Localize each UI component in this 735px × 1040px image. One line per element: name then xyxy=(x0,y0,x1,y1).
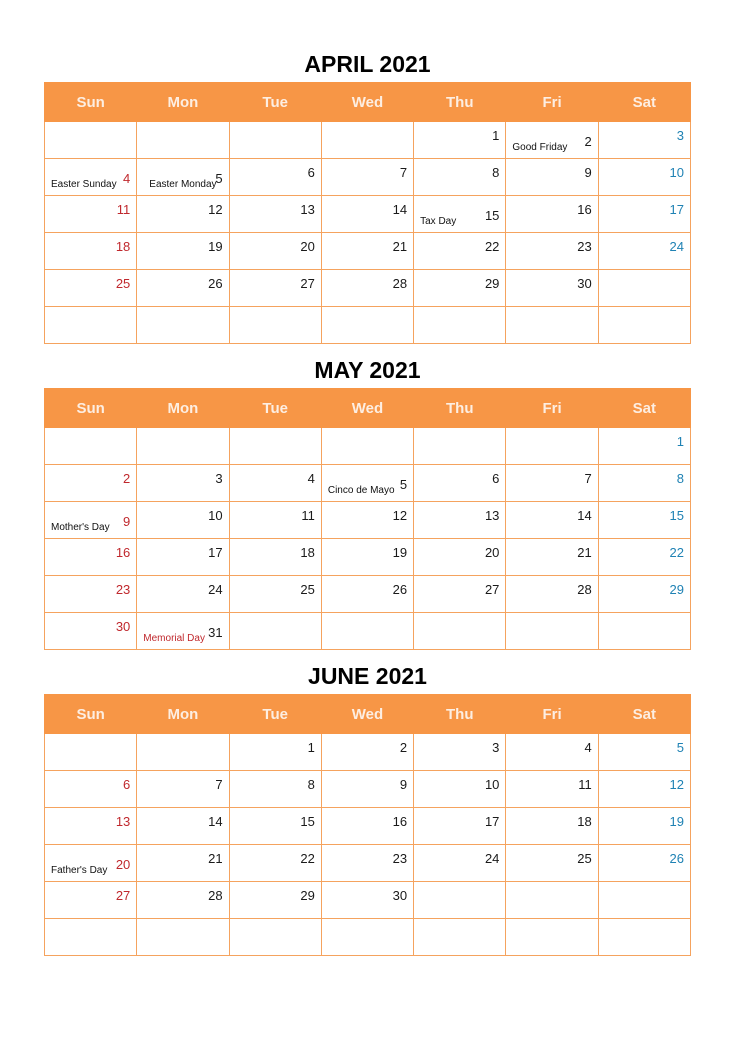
day-cell xyxy=(137,122,229,159)
day-number: 21 xyxy=(392,239,408,254)
day-cell xyxy=(414,159,506,196)
day-cell xyxy=(321,465,413,502)
weekday-header: Mon xyxy=(137,389,229,428)
day-cell xyxy=(229,428,321,465)
weekday-header: Fri xyxy=(506,695,598,734)
day-number: 23 xyxy=(577,239,592,254)
day-cell xyxy=(45,428,137,465)
day-number: 24 xyxy=(484,851,500,866)
day-cell xyxy=(321,882,413,919)
holiday-label: Good Friday xyxy=(512,142,568,153)
weekday-header: Tue xyxy=(229,695,321,734)
day-cell xyxy=(45,613,137,650)
day-number: 18 xyxy=(300,545,315,560)
day-cell xyxy=(598,428,690,465)
day-number: 22 xyxy=(300,851,315,866)
day-number: 4 xyxy=(123,171,131,186)
week-row xyxy=(45,196,691,233)
weekday-header: Sun xyxy=(45,389,137,428)
day-cell xyxy=(414,613,506,650)
day-number: 10 xyxy=(208,508,223,523)
weekday-header-row xyxy=(45,695,691,734)
day-number: 23 xyxy=(392,851,408,866)
day-cell xyxy=(45,919,137,956)
day-cell xyxy=(506,613,598,650)
day-cell xyxy=(506,771,598,808)
day-cell xyxy=(45,882,137,919)
day-cell xyxy=(321,613,413,650)
day-number: 27 xyxy=(484,582,500,597)
day-cell xyxy=(137,919,229,956)
day-cell xyxy=(414,919,506,956)
day-cell xyxy=(137,465,229,502)
day-number: 24 xyxy=(208,582,223,597)
day-cell xyxy=(229,122,321,159)
day-cell xyxy=(414,771,506,808)
day-cell xyxy=(137,196,229,233)
day-cell xyxy=(414,122,506,159)
day-cell xyxy=(229,465,321,502)
day-number: 27 xyxy=(300,276,315,291)
day-cell xyxy=(598,159,690,196)
day-cell xyxy=(229,771,321,808)
day-cell xyxy=(321,122,413,159)
day-cell xyxy=(506,465,598,502)
day-cell xyxy=(414,808,506,845)
day-number: 25 xyxy=(300,582,315,597)
day-number: 19 xyxy=(392,545,408,560)
day-cell xyxy=(506,845,598,882)
week-row xyxy=(45,734,691,771)
day-cell xyxy=(414,882,506,919)
week-row xyxy=(45,919,691,956)
weekday-header: Thu xyxy=(414,695,506,734)
day-cell xyxy=(414,196,506,233)
holiday-label: Easter Sunday xyxy=(51,179,117,190)
day-number: 16 xyxy=(577,202,592,217)
day-cell xyxy=(321,576,413,613)
day-cell xyxy=(229,233,321,270)
day-cell xyxy=(506,233,598,270)
day-cell xyxy=(598,845,690,882)
month-title: MAY 2021 xyxy=(314,357,421,383)
month-grid xyxy=(44,694,691,956)
day-cell xyxy=(229,808,321,845)
day-number: 3 xyxy=(676,128,684,143)
day-cell xyxy=(598,771,690,808)
week-row xyxy=(45,808,691,845)
day-cell xyxy=(45,845,137,882)
day-number: 30 xyxy=(115,619,131,634)
month-grid xyxy=(44,82,691,344)
week-row xyxy=(45,159,691,196)
day-number: 23 xyxy=(115,582,131,597)
day-cell xyxy=(229,539,321,576)
day-number: 9 xyxy=(123,514,131,529)
day-number: 15 xyxy=(484,208,500,223)
day-cell xyxy=(506,734,598,771)
day-cell xyxy=(45,465,137,502)
day-number: 27 xyxy=(115,888,131,903)
day-number: 28 xyxy=(392,276,408,291)
day-cell xyxy=(45,196,137,233)
day-cell xyxy=(598,307,690,344)
day-cell xyxy=(321,919,413,956)
day-number: 8 xyxy=(307,777,315,792)
day-number: 2 xyxy=(584,134,592,149)
day-cell xyxy=(598,233,690,270)
day-cell xyxy=(598,919,690,956)
day-cell xyxy=(137,270,229,307)
day-number: 31 xyxy=(208,625,223,640)
day-cell xyxy=(321,539,413,576)
weekday-header: Fri xyxy=(506,83,598,122)
day-number: 4 xyxy=(307,471,315,486)
day-number: 17 xyxy=(208,545,223,560)
holiday-label: Easter Monday xyxy=(149,179,217,190)
day-cell xyxy=(137,771,229,808)
day-cell xyxy=(137,808,229,845)
day-cell xyxy=(137,539,229,576)
weekday-header: Fri xyxy=(506,389,598,428)
day-cell xyxy=(506,502,598,539)
day-cell xyxy=(137,428,229,465)
day-cell xyxy=(229,270,321,307)
day-cell xyxy=(506,882,598,919)
week-row xyxy=(45,882,691,919)
day-cell xyxy=(506,539,598,576)
day-number: 3 xyxy=(215,471,223,486)
day-cell xyxy=(137,734,229,771)
day-number: 12 xyxy=(669,777,684,792)
day-cell xyxy=(45,159,137,196)
weekday-header: Tue xyxy=(229,83,321,122)
week-row xyxy=(45,465,691,502)
day-number: 20 xyxy=(300,239,315,254)
day-cell xyxy=(321,270,413,307)
weekday-header: Sat xyxy=(598,389,690,428)
day-cell xyxy=(321,502,413,539)
weekday-header: Sun xyxy=(45,83,137,122)
day-number: 7 xyxy=(584,471,592,486)
day-cell xyxy=(137,307,229,344)
day-number: 5 xyxy=(676,740,684,755)
day-cell xyxy=(229,613,321,650)
holiday-label: Mother's Day xyxy=(51,522,110,533)
day-cell xyxy=(321,196,413,233)
day-cell xyxy=(229,502,321,539)
day-cell xyxy=(598,465,690,502)
holiday-label: Tax Day xyxy=(420,216,457,227)
day-number: 26 xyxy=(208,276,223,291)
day-cell xyxy=(321,233,413,270)
day-cell xyxy=(414,734,506,771)
day-cell xyxy=(598,576,690,613)
week-row xyxy=(45,845,691,882)
week-row xyxy=(45,122,691,159)
day-number: 1 xyxy=(492,128,500,143)
day-number: 17 xyxy=(669,202,684,217)
day-cell xyxy=(414,465,506,502)
day-number: 2 xyxy=(399,740,408,755)
day-number: 14 xyxy=(577,508,592,523)
day-cell xyxy=(598,882,690,919)
holiday-label: Father's Day xyxy=(51,865,108,876)
day-cell xyxy=(321,734,413,771)
day-number: 25 xyxy=(577,851,592,866)
week-row xyxy=(45,233,691,270)
day-cell xyxy=(506,270,598,307)
day-cell xyxy=(414,502,506,539)
week-row xyxy=(45,270,691,307)
day-number: 14 xyxy=(392,202,408,217)
day-cell xyxy=(598,122,690,159)
day-number: 14 xyxy=(208,814,223,829)
day-cell xyxy=(321,428,413,465)
weekday-header: Mon xyxy=(137,83,229,122)
day-number: 29 xyxy=(300,888,315,903)
day-cell xyxy=(321,845,413,882)
day-number: 19 xyxy=(669,814,684,829)
day-cell xyxy=(45,502,137,539)
day-cell xyxy=(506,808,598,845)
month-title: JUNE 2021 xyxy=(308,663,427,689)
day-number: 9 xyxy=(584,165,592,180)
day-number: 6 xyxy=(492,471,500,486)
day-number: 28 xyxy=(577,582,592,597)
day-number: 11 xyxy=(578,777,592,792)
day-cell xyxy=(414,539,506,576)
day-number: 11 xyxy=(301,508,315,523)
day-cell xyxy=(414,307,506,344)
weekday-header-row xyxy=(45,389,691,428)
day-number: 8 xyxy=(492,165,500,180)
day-cell xyxy=(321,159,413,196)
day-number: 12 xyxy=(392,508,408,523)
day-cell xyxy=(321,808,413,845)
weekday-header-row xyxy=(45,83,691,122)
day-cell xyxy=(506,428,598,465)
day-cell xyxy=(229,882,321,919)
day-number: 28 xyxy=(208,888,223,903)
week-row xyxy=(45,771,691,808)
day-cell xyxy=(229,307,321,344)
month-title: APRIL 2021 xyxy=(304,51,431,77)
weekday-header: Sat xyxy=(598,695,690,734)
weekday-header: Wed xyxy=(321,83,413,122)
day-cell xyxy=(137,502,229,539)
day-cell xyxy=(414,845,506,882)
day-number: 6 xyxy=(123,777,131,792)
day-cell xyxy=(414,270,506,307)
day-cell xyxy=(414,428,506,465)
day-number: 15 xyxy=(669,508,684,523)
day-cell xyxy=(229,919,321,956)
day-number: 10 xyxy=(669,165,684,180)
day-cell xyxy=(45,122,137,159)
month-grid xyxy=(44,388,691,650)
day-cell xyxy=(45,270,137,307)
day-number: 19 xyxy=(208,239,223,254)
day-cell xyxy=(506,122,598,159)
day-cell xyxy=(598,502,690,539)
day-number: 20 xyxy=(115,857,131,872)
day-cell xyxy=(229,196,321,233)
day-cell xyxy=(598,539,690,576)
day-number: 26 xyxy=(669,851,684,866)
day-cell xyxy=(137,613,229,650)
day-cell xyxy=(598,270,690,307)
day-cell xyxy=(598,196,690,233)
day-cell xyxy=(229,159,321,196)
day-cell xyxy=(137,882,229,919)
day-cell xyxy=(506,196,598,233)
day-cell xyxy=(45,734,137,771)
day-number: 3 xyxy=(492,740,500,755)
day-number: 24 xyxy=(669,239,684,254)
day-number: 13 xyxy=(115,814,131,829)
day-number: 4 xyxy=(584,740,592,755)
day-cell xyxy=(45,233,137,270)
day-number: 10 xyxy=(484,777,500,792)
holiday-label: Memorial Day xyxy=(143,633,205,644)
day-number: 21 xyxy=(208,851,223,866)
day-cell xyxy=(45,576,137,613)
day-cell xyxy=(229,734,321,771)
day-number: 7 xyxy=(399,165,408,180)
day-number: 18 xyxy=(577,814,592,829)
day-number: 15 xyxy=(300,814,315,829)
day-number: 13 xyxy=(484,508,500,523)
week-row xyxy=(45,307,691,344)
day-cell xyxy=(598,613,690,650)
day-cell xyxy=(229,576,321,613)
day-number: 12 xyxy=(208,202,223,217)
day-number: 8 xyxy=(676,471,684,486)
day-number: 5 xyxy=(399,477,408,492)
weekday-header: Wed xyxy=(321,695,413,734)
day-number: 17 xyxy=(484,814,500,829)
day-number: 29 xyxy=(484,276,500,291)
day-number: 7 xyxy=(215,777,223,792)
day-cell xyxy=(598,808,690,845)
day-cell xyxy=(321,771,413,808)
day-number: 6 xyxy=(307,165,315,180)
weekday-header: Sat xyxy=(598,83,690,122)
day-cell xyxy=(45,539,137,576)
day-number: 21 xyxy=(577,545,592,560)
day-cell xyxy=(45,307,137,344)
day-number: 29 xyxy=(669,582,684,597)
weekday-header: Mon xyxy=(137,695,229,734)
day-number: 11 xyxy=(116,202,131,217)
day-cell xyxy=(137,576,229,613)
weekday-header: Wed xyxy=(321,389,413,428)
day-number: 22 xyxy=(669,545,684,560)
day-cell xyxy=(229,845,321,882)
day-cell xyxy=(598,734,690,771)
week-row xyxy=(45,539,691,576)
day-number: 13 xyxy=(300,202,315,217)
week-row xyxy=(45,576,691,613)
day-number: 26 xyxy=(392,582,408,597)
day-number: 1 xyxy=(676,434,684,449)
day-cell xyxy=(137,845,229,882)
day-number: 9 xyxy=(399,777,408,792)
day-number: 25 xyxy=(115,276,131,291)
day-number: 1 xyxy=(307,740,315,755)
weekday-header: Sun xyxy=(45,695,137,734)
day-cell xyxy=(506,307,598,344)
day-number: 22 xyxy=(484,239,500,254)
day-cell xyxy=(45,808,137,845)
day-cell xyxy=(506,919,598,956)
holiday-label: Cinco de Mayo xyxy=(327,485,395,496)
day-number: 30 xyxy=(392,888,408,903)
day-number: 16 xyxy=(115,545,131,560)
day-number: 18 xyxy=(115,239,131,254)
day-cell xyxy=(414,576,506,613)
day-cell xyxy=(321,307,413,344)
day-cell xyxy=(506,159,598,196)
weekday-header: Tue xyxy=(229,389,321,428)
weekday-header: Thu xyxy=(414,389,506,428)
week-row xyxy=(45,502,691,539)
day-cell xyxy=(506,576,598,613)
day-cell xyxy=(45,771,137,808)
week-row xyxy=(45,613,691,650)
day-number: 30 xyxy=(577,276,592,291)
day-number: 2 xyxy=(123,471,131,486)
day-cell xyxy=(137,233,229,270)
day-cell xyxy=(414,233,506,270)
week-row xyxy=(45,428,691,465)
day-number: 16 xyxy=(392,814,408,829)
day-cell xyxy=(137,159,229,196)
day-number: 5 xyxy=(215,171,223,186)
day-number: 20 xyxy=(484,545,500,560)
weekday-header: Thu xyxy=(414,83,506,122)
